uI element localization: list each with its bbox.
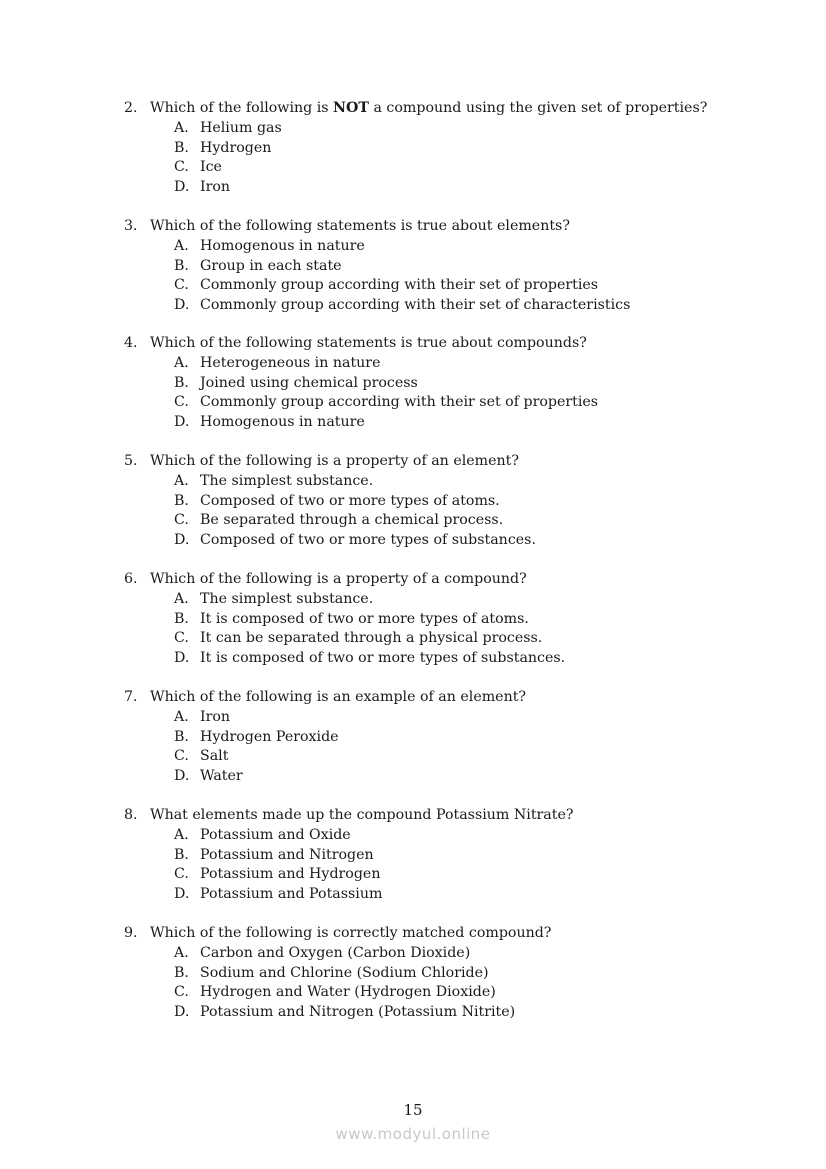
choice-a: A. Homogenous in nature <box>174 237 365 254</box>
question-6 <box>124 570 764 669</box>
question-text: Which of the following is a property of a compound? <box>150 571 527 587</box>
choice-list <box>174 119 764 198</box>
question-number: 6. <box>124 571 138 587</box>
question-text: Which of the following is NOT a compound using the given set of properties? <box>150 100 708 116</box>
choice-b: B. Hydrogen <box>174 139 272 156</box>
question-stem <box>124 99 764 119</box>
question-stem <box>124 452 764 472</box>
choice-a: A. Helium gas <box>174 119 282 136</box>
question-7 <box>124 688 764 787</box>
choice-c: C. Commonly group according with their set of properties <box>174 277 599 294</box>
question-stem <box>124 924 764 944</box>
choice-c: C. It can be separated through a physical process. <box>174 630 543 647</box>
question-text: Which of the following statements is true about elements? <box>150 218 570 234</box>
choice-d: D. Homogenous in nature <box>174 414 365 431</box>
choice-d: D. Water <box>174 768 243 785</box>
question-stem <box>124 688 764 708</box>
question-number: 7. <box>124 689 138 705</box>
choice-list <box>174 354 764 433</box>
question-2 <box>124 99 764 198</box>
choice-a: A. The simplest substance. <box>174 590 374 607</box>
choice-list <box>174 472 764 551</box>
question-4 <box>124 334 764 433</box>
choice-d: D. Iron <box>174 179 231 196</box>
question-text: What elements made up the compound Potassium Nitrate? <box>150 807 574 823</box>
question-number: 2. <box>124 100 138 116</box>
choice-c: C. Be separated through a chemical process. <box>174 512 504 529</box>
choice-d: D. Potassium and Nitrogen (Potassium Nitrite) <box>174 1004 516 1021</box>
choice-a: A. Carbon and Oxygen (Carbon Dioxide) <box>174 944 471 961</box>
question-number: 9. <box>124 925 138 941</box>
choice-c: C. Hydrogen and Water (Hydrogen Dioxide) <box>174 984 496 1001</box>
question-8 <box>124 806 764 905</box>
question-number: 8. <box>124 807 138 823</box>
question-text: Which of the following is an example of an element? <box>150 689 527 705</box>
question-text: Which of the following statements is true about compounds? <box>150 335 587 351</box>
question-9 <box>124 924 764 1023</box>
choice-c: C. Ice <box>174 159 222 176</box>
question-stem <box>124 217 764 237</box>
question-5 <box>124 452 764 551</box>
choice-list <box>174 237 764 316</box>
emphasis-not: NOT <box>333 100 369 116</box>
question-number: 3. <box>124 218 138 234</box>
choice-a: A. Heterogeneous in nature <box>174 354 381 371</box>
choice-a: A. Potassium and Oxide <box>174 826 351 843</box>
question-stem <box>124 570 764 590</box>
question-number: 4. <box>124 335 138 351</box>
choice-b: B. Sodium and Chlorine (Sodium Chloride) <box>174 964 489 981</box>
page-number: 15 <box>403 1101 423 1119</box>
choice-list <box>174 708 764 787</box>
choice-b: B. Joined using chemical process <box>174 374 418 391</box>
question-text: Which of the following is correctly matched compound? <box>150 925 552 941</box>
choice-d: D. Potassium and Potassium <box>174 886 383 903</box>
question-number: 5. <box>124 453 138 469</box>
choice-b: B. Composed of two or more types of atoms. <box>174 492 500 509</box>
question-text: Which of the following is a property of an element? <box>150 453 519 469</box>
choice-c: C. Commonly group according with their set of properties <box>174 394 599 411</box>
choice-b: B. Potassium and Nitrogen <box>174 846 374 863</box>
choice-b: B. Group in each state <box>174 257 342 274</box>
choice-c: C. Potassium and Hydrogen <box>174 866 381 883</box>
choice-c: C. Salt <box>174 748 229 765</box>
choice-b: B. It is composed of two or more types of atoms. <box>174 610 529 627</box>
choice-d: D. Commonly group according with their set of characteristics <box>174 297 631 314</box>
choice-list <box>174 826 764 905</box>
choice-a: A. The simplest substance. <box>174 472 374 489</box>
choice-d: D. It is composed of two or more types of substances. <box>174 650 566 667</box>
choice-list <box>174 590 764 669</box>
choice-b: B. Hydrogen Peroxide <box>174 728 339 745</box>
question-3 <box>124 217 764 316</box>
choice-a: A. Iron <box>174 708 231 725</box>
question-stem <box>124 806 764 826</box>
watermark: www.modyul.online <box>335 1125 491 1143</box>
choice-list <box>174 944 764 1023</box>
question-stem <box>124 334 764 354</box>
choice-d: D. Composed of two or more types of substances. <box>174 532 536 549</box>
